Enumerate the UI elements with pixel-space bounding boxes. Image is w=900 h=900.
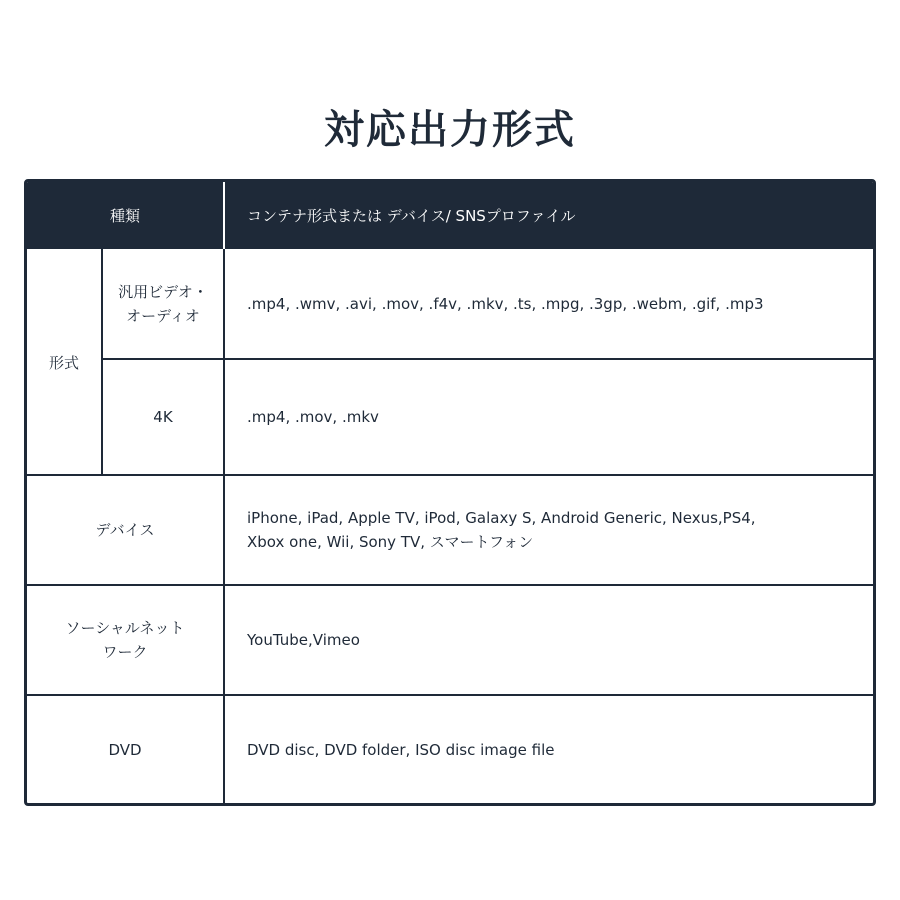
devices-value-line2: Xbox one, Wii, Sony TV, スマートフォン — [247, 533, 534, 551]
generic-video-audio-value-cell — [225, 249, 873, 358]
generic-video-audio-label-line2: オーディオ — [126, 306, 200, 325]
dvd-label: DVD — [108, 740, 142, 759]
four-k-label: 4K — [153, 408, 173, 426]
social-label-line2: ワーク — [102, 643, 148, 661]
social-value: YouTube,Vimeo — [247, 631, 360, 649]
four-k-value: .mp4, .mov, .mkv — [247, 408, 379, 426]
page-title: 対応出力形式 — [324, 107, 576, 153]
dvd-value-cell — [225, 696, 873, 803]
social-label-line1: ソーシャルネット — [65, 619, 185, 637]
format-group-label: 形式 — [48, 353, 79, 372]
four-k-value-cell — [225, 360, 873, 474]
format-group-cell — [27, 251, 101, 474]
output-format-table — [24, 179, 876, 806]
devices-label: デバイス — [95, 521, 155, 539]
header-content-cell — [225, 182, 873, 249]
header-type-cell — [27, 182, 223, 249]
header-content-label: コンテナ形式または デバイス/ SNSプロファイル — [247, 206, 576, 225]
dvd-label-cell — [27, 696, 223, 803]
social-label-cell — [27, 586, 223, 694]
dvd-value: DVD disc, DVD folder, ISO disc image file — [247, 740, 555, 759]
header-type-label: 種類 — [109, 206, 140, 225]
generic-video-audio-label-line1: 汎用ビデオ・ — [118, 282, 208, 301]
devices-value-cell — [225, 476, 873, 584]
social-value-cell — [225, 586, 873, 694]
generic-video-audio-value: .mp4, .wmv, .avi, .mov, .f4v, .mkv, .ts, .mpg, .3gp, .webm, .gif, .mp3 — [247, 294, 764, 313]
devices-value-line1: iPhone, iPad, Apple TV, iPod, Galaxy S, Android Generic, Nexus,PS4, — [247, 509, 756, 527]
generic-video-audio-label-cell — [103, 249, 223, 358]
table-header — [27, 182, 873, 249]
four-k-label-cell — [103, 360, 223, 474]
devices-label-cell — [27, 476, 223, 584]
